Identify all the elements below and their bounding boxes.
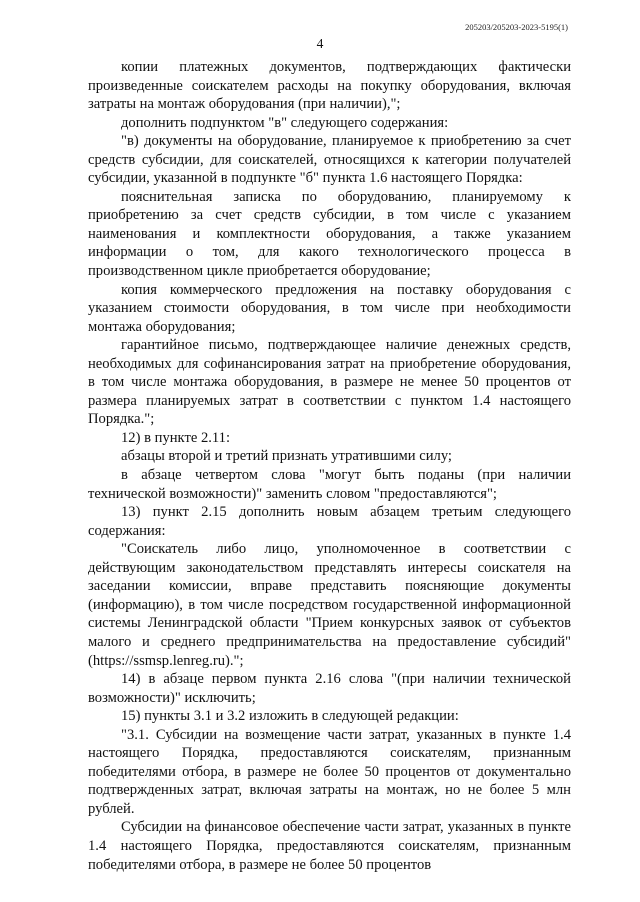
paragraph: 15) пункты 3.1 и 3.2 изложить в следующей редакции: — [121, 708, 459, 725]
paragraph: в абзаце четвертом слова "могут быть поданы (при наличии технической возможности)" заменить словом "предоставляются"; — [88, 467, 571, 502]
document-id: 205203/205203-2023-5195(1) — [465, 22, 568, 32]
paragraph: абзацы второй и третий признать утратившими силу; — [121, 448, 452, 465]
paragraph: дополнить подпунктом "в" следующего содержания: — [121, 114, 449, 131]
page-number: 4 — [316, 36, 324, 51]
paragraph: Субсидии на финансовое обеспечение части затрат, указанных в пункте 1.4 настоящего Порядка, предоставляются соискателям, признанным победителями отбора, в размере не более 50 процентов — [88, 819, 571, 873]
paragraph: 12) в пункте 2.11: — [121, 429, 231, 446]
paragraph: копия коммерческого предложения на поставку оборудования с указанием стоимости оборудования, в том числе при необходимости монтажа оборудования; — [88, 281, 571, 335]
paragraph: копии платежных документов, подтверждающих фактически произведенные соискателем расходы на покупку оборудования, включая затраты на монтаж оборудования (при наличии),"; — [88, 59, 571, 113]
paragraph: 14) в абзаце первом пункта 2.16 слова "(при наличии технической возможности)" исключить; — [88, 671, 571, 706]
paragraph: "Соискатель либо лицо, уполномоченное в соответствии с действующим законодательством представлять интересы соискателя на заседании комиссии, вправе представить поясняющие документы (информацию), в том числе посредством государственной информационной системы Ленинградской области "Прием конкурсных заявок от субъектов малого и среднего предпринимательства на предоставление субсидий" (https://ssmsp.lenreg.ru)."; — [88, 541, 571, 669]
paragraph: "3.1. Субсидии на возмещение части затрат, указанных в пункте 1.4 настоящего Порядка, предоставляются соискателям, признанным победителями отбора, в размере не более 50 процентов от документально подтвержденных затрат, включая затраты на монтаж, но не более 5 млн рублей. — [88, 726, 571, 817]
paragraph: гарантийное письмо, подтверждающее наличие денежных средств, необходимых для софинансирования затрат на приобретение оборудования, в том числе монтажа оборудования, в размере не менее 50 процентов от размера планируемых затрат в соответствии с пунктом 1.4 настоящего Порядка."; — [88, 337, 571, 428]
paragraph: "в) документы на оборудование, планируемое к приобретению за счет средств субсидии, для соискателей, относящихся к категории получателей субсидии, указанной в подпункте "б" пункта 1.6 настоящего Порядка: — [88, 133, 571, 187]
paragraph: пояснительная записка по оборудованию, планируемому к приобретению за счет средств субсидии, в том числе с указанием наименования и комплектности оборудования, а также указанием информации о том, для какого технологического процесса в производственном цикле приобретается оборудование; — [88, 188, 571, 280]
paragraph: 13) пункт 2.15 дополнить новым абзацем третьим следующего содержания: — [88, 504, 571, 539]
document-body — [88, 58, 571, 874]
